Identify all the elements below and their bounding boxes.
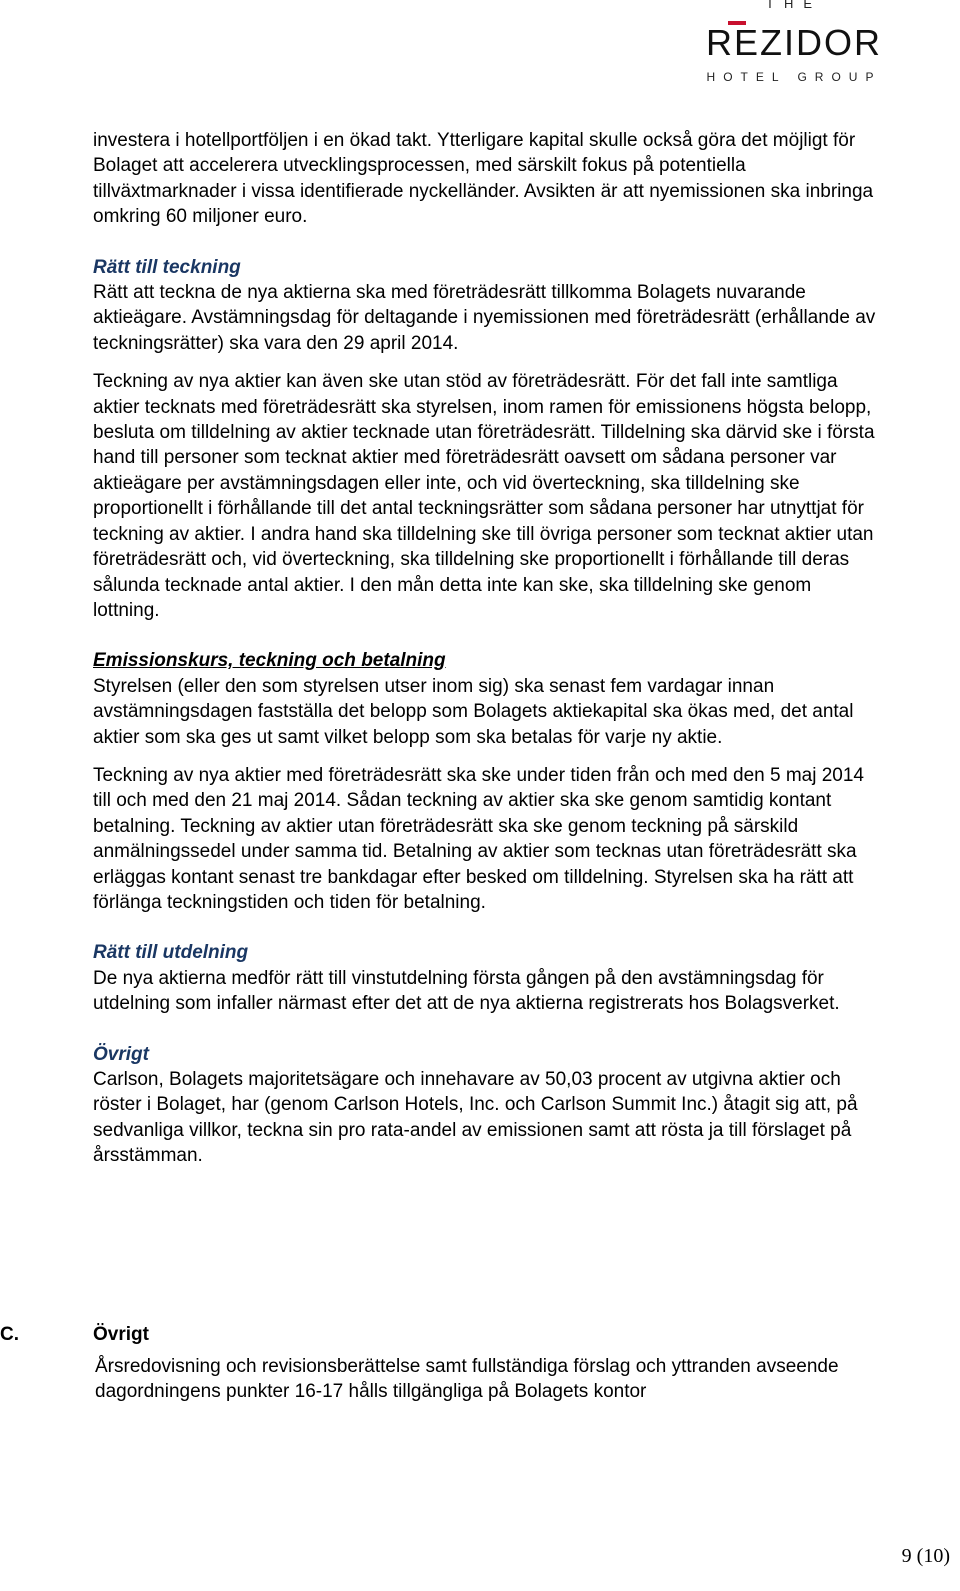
document-body [93, 128, 883, 1169]
logo-name: REZIDOR [706, 22, 882, 63]
logo-tagline: HOTEL GROUP [706, 70, 882, 84]
paragraph-intro: investera i hotellportföljen i en ökad takt. Ytterligare kapital skulle också göra det möjligt för Bolaget att accelerera utvecklingsprocessen, med särskilt fokus på potentiella tillväxtmarknader i vissa identifierade nyckelländer. Avsikten är att nyemissionen ska inbringa omkring 60 miljoner euro. [93, 130, 874, 228]
heading-ratt-till-utdelning: Rätt till utdelning [93, 942, 249, 964]
heading-ratt-till-teckning: Rätt till teckning [93, 256, 241, 278]
section-c-letter: C. [0, 1324, 19, 1345]
paragraph-emission-price: Styrelsen (eller den som styrelsen utser inom sig) ska senast fem vardagar innan avstämningsdagen fastställa det belopp som Bolagets aktiekapital ska ökas med, det antal aktier som ska ges ut samt vilket belopp som ska betalas för varje ny aktie. [93, 675, 854, 748]
page-number: 9 (10) [901, 1545, 950, 1567]
paragraph-allocation: Teckning av nya aktier kan även ske utan stöd av företrädesrätt. För det fall inte samtliga aktier tecknats med företrädesrätt ska styrelsen, inom ramen för emissionens högsta belopp, besluta om tilldelning av aktier tecknade utan företrädesrätt. Tilldelning ska därvid ske i första hand till personer som tecknat aktier med företrädesrätt oavsett om sådana personer var aktieägare per avstämningsdagen eller inte, och vid överteckning, ska tilldelning ske proportionellt i förhållande till det antal teckningsrätter som sådana personer har utnyttjat för teckning av aktier. I andra hand ska tilldelning ske till övriga personer som tecknat aktier utan företrädesrätt och, vid överteckning, ska tilldelning ske proportionellt i förhållande till deras sålunda tecknade antal aktier. I den mån detta inte kan ske, ska tilldelning ske genom lottning. [93, 371, 875, 621]
heading-ovrigt: Övrigt [93, 1043, 149, 1065]
section-c-body: Årsredovisning och revisionsberättelse samt fullständiga förslag och yttranden avseende dagordningens punkter 16-17 hålls tillgängliga på Bolagets kontor [95, 1356, 839, 1403]
paragraph-dividend: De nya aktierna medför rätt till vinstutdelning första gången på den avstämningsdag för utdelning som infaller närmast efter det att de nya aktierna registrerats hos Bolagsverket. [93, 967, 840, 1015]
section-c-title: Övrigt [93, 1324, 149, 1345]
paragraph-preemption: Rätt att teckna de nya aktierna ska med företrädesrätt tillkomma Bolagets nuvarande aktieägare. Avstämningsdag för deltagande i nyemissionen med företrädesrätt (erhållande av teckningsrätter) ska vara den 29 april 2014. [93, 282, 876, 354]
logo-the: THE [766, 0, 822, 11]
heading-emissionskurs: Emissionskurs, teckning och betalning [93, 650, 446, 672]
paragraph-subscription-period: Teckning av nya aktier med företrädesrätt ska ske under tiden från och med den 5 maj 2014 till och med den 21 maj 2014. Sådan teckning av aktier ska ske genom samtidig kontant betalning. Teckning av aktier utan företrädesrätt ska ske genom teckning på särskild anmälningssedel under samma tid. Betalning av aktier som tecknas utan företrädesrätt ska erläggas kontant senast tre bankdagar efter besked om tilldelning. Styrelsen ska ha rätt att förlänga teckningstiden och tiden för betalning. [93, 764, 864, 913]
paragraph-carlson: Carlson, Bolagets majoritetsägare och innehavare av 50,03 procent av utgivna aktier och röster i Bolaget, har (genom Carlson Hotels, Inc. och Carlson Summit Inc.) åtagit sig att, på sedvanliga villkor, teckna sin pro rata-andel av emissionen samt att rösta ja till förslaget på årsstämman. [93, 1069, 858, 1167]
rezidor-logo [688, 0, 900, 92]
